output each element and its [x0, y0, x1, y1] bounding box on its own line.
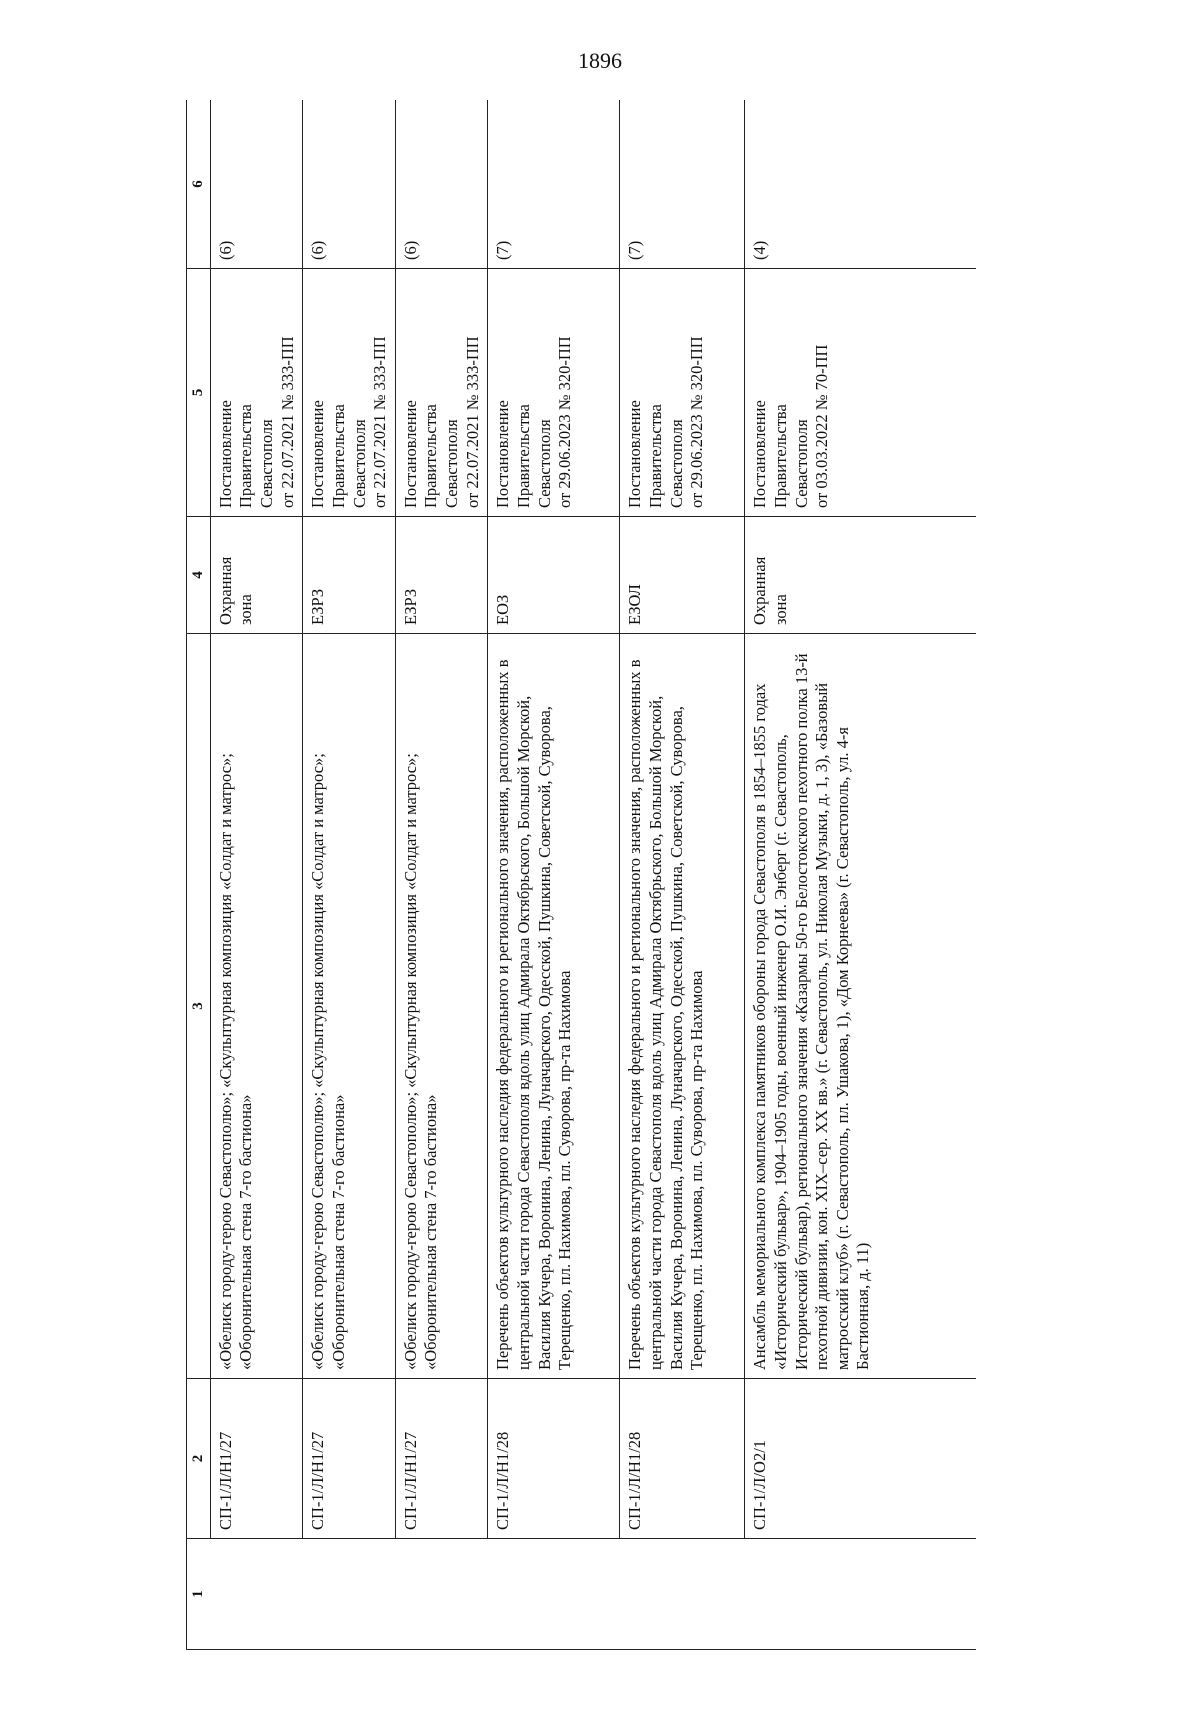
document-line: Севастополя [791, 419, 811, 508]
mark-cell [303, 100, 396, 269]
zone-cell: ЕОЗ [488, 517, 620, 634]
mark: (4) [750, 240, 770, 260]
document-line: Севастополя [257, 419, 276, 508]
mark: (7) [493, 240, 513, 260]
document-line: от 29.06.2023 № 320-ПП [555, 336, 575, 508]
table-row [745, 100, 976, 1650]
document-cell [745, 269, 976, 517]
mark: (7) [625, 240, 645, 260]
document-line: Правительства [328, 404, 348, 508]
object-cell: Перечень объектов культурного наследия федерального и регионального значения, расположенных в центральной части города Севастополя вдоль улиц Адмирала Октябрьского, Большой Морской, Василия Кучера, Воронина, Ленина, Луначарского, Одесской, Пушкина, Советской, Суворова, Терещенко, пл. Нахимова, пл. Суворова, пр-та Нахимова [488, 634, 620, 1379]
page-number: 1896 [578, 48, 622, 73]
column-number: 4 [187, 517, 211, 634]
object-cell: «Обелиск городу-герою Севастополю»; «Скульптурная композиция «Солдат и матрос»; «Оборонительная стена 7-го бастиона» [210, 634, 303, 1379]
document-line: Постановление [750, 400, 770, 508]
mark-cell [488, 100, 620, 269]
zone-cell: ЕЗОЛ [620, 517, 745, 634]
column-number: 2 [187, 1379, 211, 1539]
document-cell [210, 269, 303, 517]
document-line: Правительства [645, 404, 665, 508]
table-row [303, 100, 396, 1650]
document-cell [395, 269, 488, 517]
code-cell: СП-1/Л/Н1/27 [395, 1379, 488, 1539]
mark-cell [620, 100, 745, 269]
document-line: от 22.07.2021 № 333-ПП [277, 336, 297, 508]
document-line: Правительства [770, 404, 790, 508]
code-cell: СП-1/Л/Н1/27 [303, 1379, 396, 1539]
column-number: 5 [187, 269, 211, 517]
empty-cell [745, 1539, 976, 1650]
document-line: от 03.03.2022 № 70-ПП [812, 344, 832, 508]
code-cell: СП-1/Л/О2/1 [745, 1379, 976, 1539]
document-cell [303, 269, 396, 517]
document-line: Постановление [400, 400, 420, 508]
document-line: Севастополя [534, 419, 554, 508]
mark: (6) [400, 240, 420, 260]
document-cell [620, 269, 745, 517]
zone-cell: Охранная зона [745, 517, 976, 634]
mark-cell [395, 100, 488, 269]
table-row [620, 100, 745, 1650]
mark-cell [210, 100, 303, 269]
document-line: Правительства [421, 404, 441, 508]
mark: (6) [215, 240, 235, 260]
empty-cell [395, 1539, 488, 1650]
table-row [395, 100, 488, 1650]
zone-cell: Охранная зона [210, 517, 303, 634]
zone-cell: ЕЗРЗ [303, 517, 396, 634]
document-line: Постановление [308, 400, 328, 508]
object-cell: «Обелиск городу-герою Севастополю»; «Скульптурная композиция «Солдат и матрос»; «Оборонительная стена 7-го бастиона» [303, 634, 396, 1379]
column-number: 6 [187, 100, 211, 269]
mark: (6) [308, 240, 328, 260]
column-number: 1 [187, 1539, 211, 1650]
zone-cell: ЕЗРЗ [395, 517, 488, 634]
register-table [186, 100, 976, 1650]
column-number: 3 [187, 634, 211, 1379]
document-line: Севастополя [349, 419, 369, 508]
document-line: от 29.06.2023 № 320-ПП [687, 336, 707, 508]
object-cell: «Обелиск городу-герою Севастополю»; «Скульптурная композиция «Солдат и матрос»; «Оборонительная стена 7-го бастиона» [395, 634, 488, 1379]
document-cell [488, 269, 620, 517]
object-cell: Ансамбль мемориального комплекса памятников обороны города Севастополя в 1854–1855 годах «Исторический бульвар», 1904–1905 годы, военный инженер О.И. Энберг (г. Севастополь, Исторический бульвар), регионального значения «Казармы 50-го Белостокского пехотного полка 13-й пехотной дивизии, кон. XIX–сер. XX вв.» (г. Севастополь, ул. Николая Музыки, д. 1, 3), «Базовый матросский клуб» (г. Севастополь, пл. Ушакова, 1), «Дом Корнеева» (г. Севастополь, ул. 4-я Бастионная, д. 11) [745, 634, 976, 1379]
document-line: от 22.07.2021 № 333-ПП [462, 336, 482, 508]
document-line: Правительства [513, 404, 533, 508]
object-cell: Перечень объектов культурного наследия федерального и регионального значения, расположенных в центральной части города Севастополя вдоль улиц Адмирала Октябрьского, Большой Морской, Василия Кучера, Воронина, Ленина, Луначарского, Одесской, Пушкина, Советской, Суворова, Терещенко, пл. Нахимова, пл. Суворова, пр-та Нахимова [620, 634, 745, 1379]
empty-cell [620, 1539, 745, 1650]
document-line: Постановление [493, 400, 513, 508]
table-row [210, 100, 303, 1650]
document-line: Правительства [236, 404, 256, 508]
document-line: Севастополя [666, 419, 686, 508]
column-number-row [187, 100, 211, 1650]
empty-cell [210, 1539, 303, 1650]
code-cell: СП-1/Л/Н1/27 [210, 1379, 303, 1539]
mark-cell [745, 100, 976, 269]
rotated-table-wrapper [186, 100, 976, 1650]
code-cell: СП-1/Л/Н1/28 [488, 1379, 620, 1539]
code-cell: СП-1/Л/Н1/28 [620, 1379, 745, 1539]
document-line: Постановление [215, 400, 235, 508]
empty-cell [303, 1539, 396, 1650]
document-line: Севастополя [442, 419, 461, 508]
empty-cell [488, 1539, 620, 1650]
document-line: от 22.07.2021 № 333-ПП [370, 336, 390, 508]
table-row [488, 100, 620, 1650]
document-line: Постановление [625, 400, 645, 508]
